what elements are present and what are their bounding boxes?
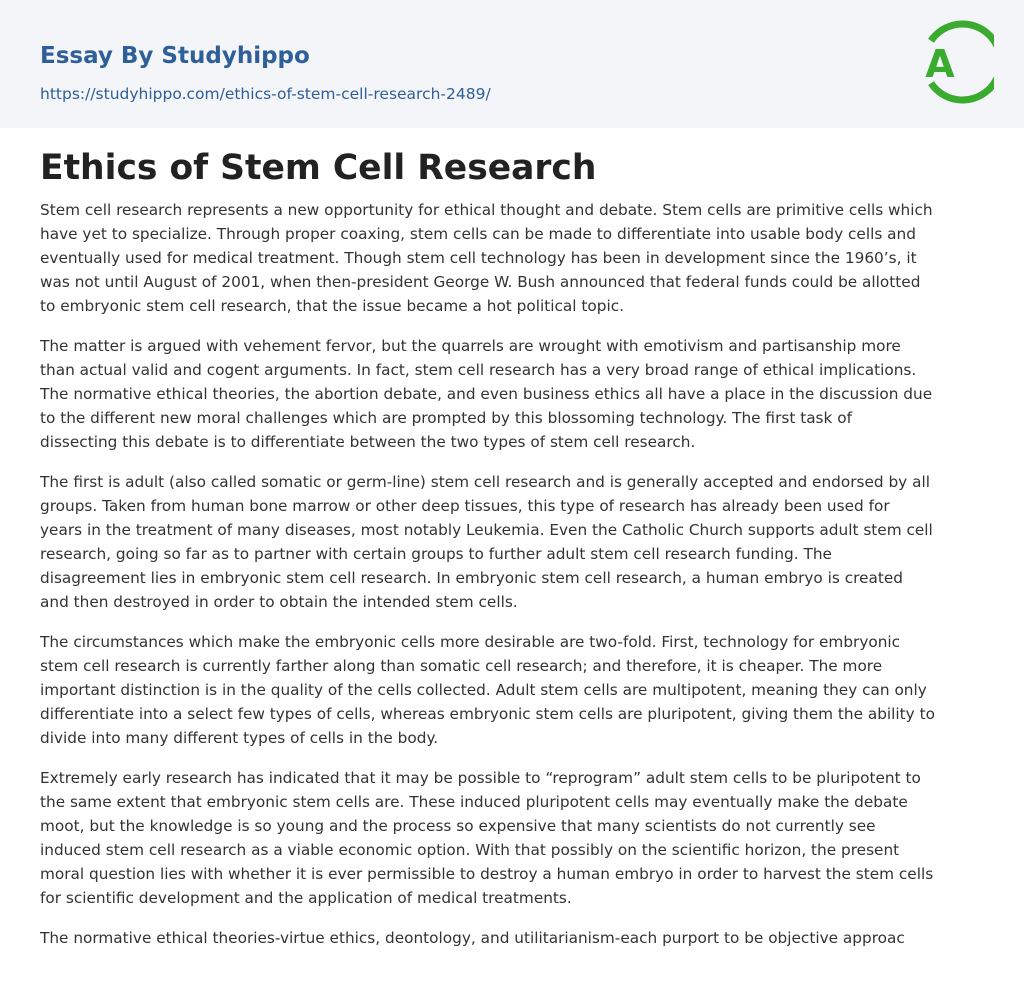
paragraph: The matter is argued with vehement fervor, but the quarrels are wrought with emotivism and partisanship more than actual valid and cogent arguments. In fact, stem cell research has a very broad range of ethical implications. The normative ethical theories, the abortion debate, and even business ethics all have a place in the discussion due to the different new moral challenges which are prompted by this blossoming technology. The first task of dissecting this debate is to differentiate between the two types of stem cell research. [40,337,933,451]
logo-letter: A [925,42,955,86]
essay-url-link[interactable]: https://studyhippo.com/ethics-of-stem-cell-research-2489/ [40,85,491,103]
site-header [0,0,1024,128]
paragraph: The normative ethical theories-virtue ethics, deontology, and utilitarianism-each purport to be objective approac [40,929,905,947]
brand-title: Essay By Studyhippo [40,43,310,69]
paragraph: The circumstances which make the embryonic cells more desirable are two-fold. First, technology for embryonic stem cell research is currently farther along than somatic cell research; and therefore, it is cheaper. The more important distinction is in the quality of the cells collected. Adult stem cells are multipotent, meaning they can only differentiate into a select few types of cells, whereas embryonic stem cells are pluripotent, giving them the ability to divide into many different types of cells in the body. [40,633,935,747]
paragraph: Stem cell research represents a new opportunity for ethical thought and debate. Stem cells are primitive cells which have yet to specialize. Through proper coaxing, stem cells can be made to differentiate into usable body cells and eventually used for medical treatment. Though stem cell technology has been in development since the 1960’s, it was not until August of 2001, when then-president George W. Bush announced that federal funds could be allotted to embryonic stem cell research, that the issue became a hot political topic. [40,201,933,315]
article [40,146,984,966]
studyhippo-logo-icon[interactable] [904,14,994,110]
page-title: Ethics of Stem Cell Research [40,148,597,188]
paragraph: The first is adult (also called somatic or germ-line) stem cell research and is generally accepted and endorsed by all groups. Taken from human bone marrow or other deep tissues, this type of research has already been used for years in the treatment of many diseases, most notably Leukemia. Even the Catholic Church supports adult stem cell research, going so far as to partner with certain groups to further adult stem cell research funding. The disagreement lies in embryonic stem cell research. In embryonic stem cell research, a human embryo is created and then destroyed in order to obtain the intended stem cells. [40,473,933,611]
paragraph: Extremely early research has indicated that it may be possible to “reprogram” adult stem cells to be pluripotent to the same extent that embryonic stem cells are. These induced pluripotent cells may eventually make the debate moot, but the knowledge is so young and the process so expensive that many scientists do not currently see induced stem cell research as a viable economic option. With that possibly on the scientific horizon, the present moral question lies with whether it is ever permissible to destroy a human embryo in order to harvest the stem cells for scientific development and the application of medical treatments. [40,769,934,907]
